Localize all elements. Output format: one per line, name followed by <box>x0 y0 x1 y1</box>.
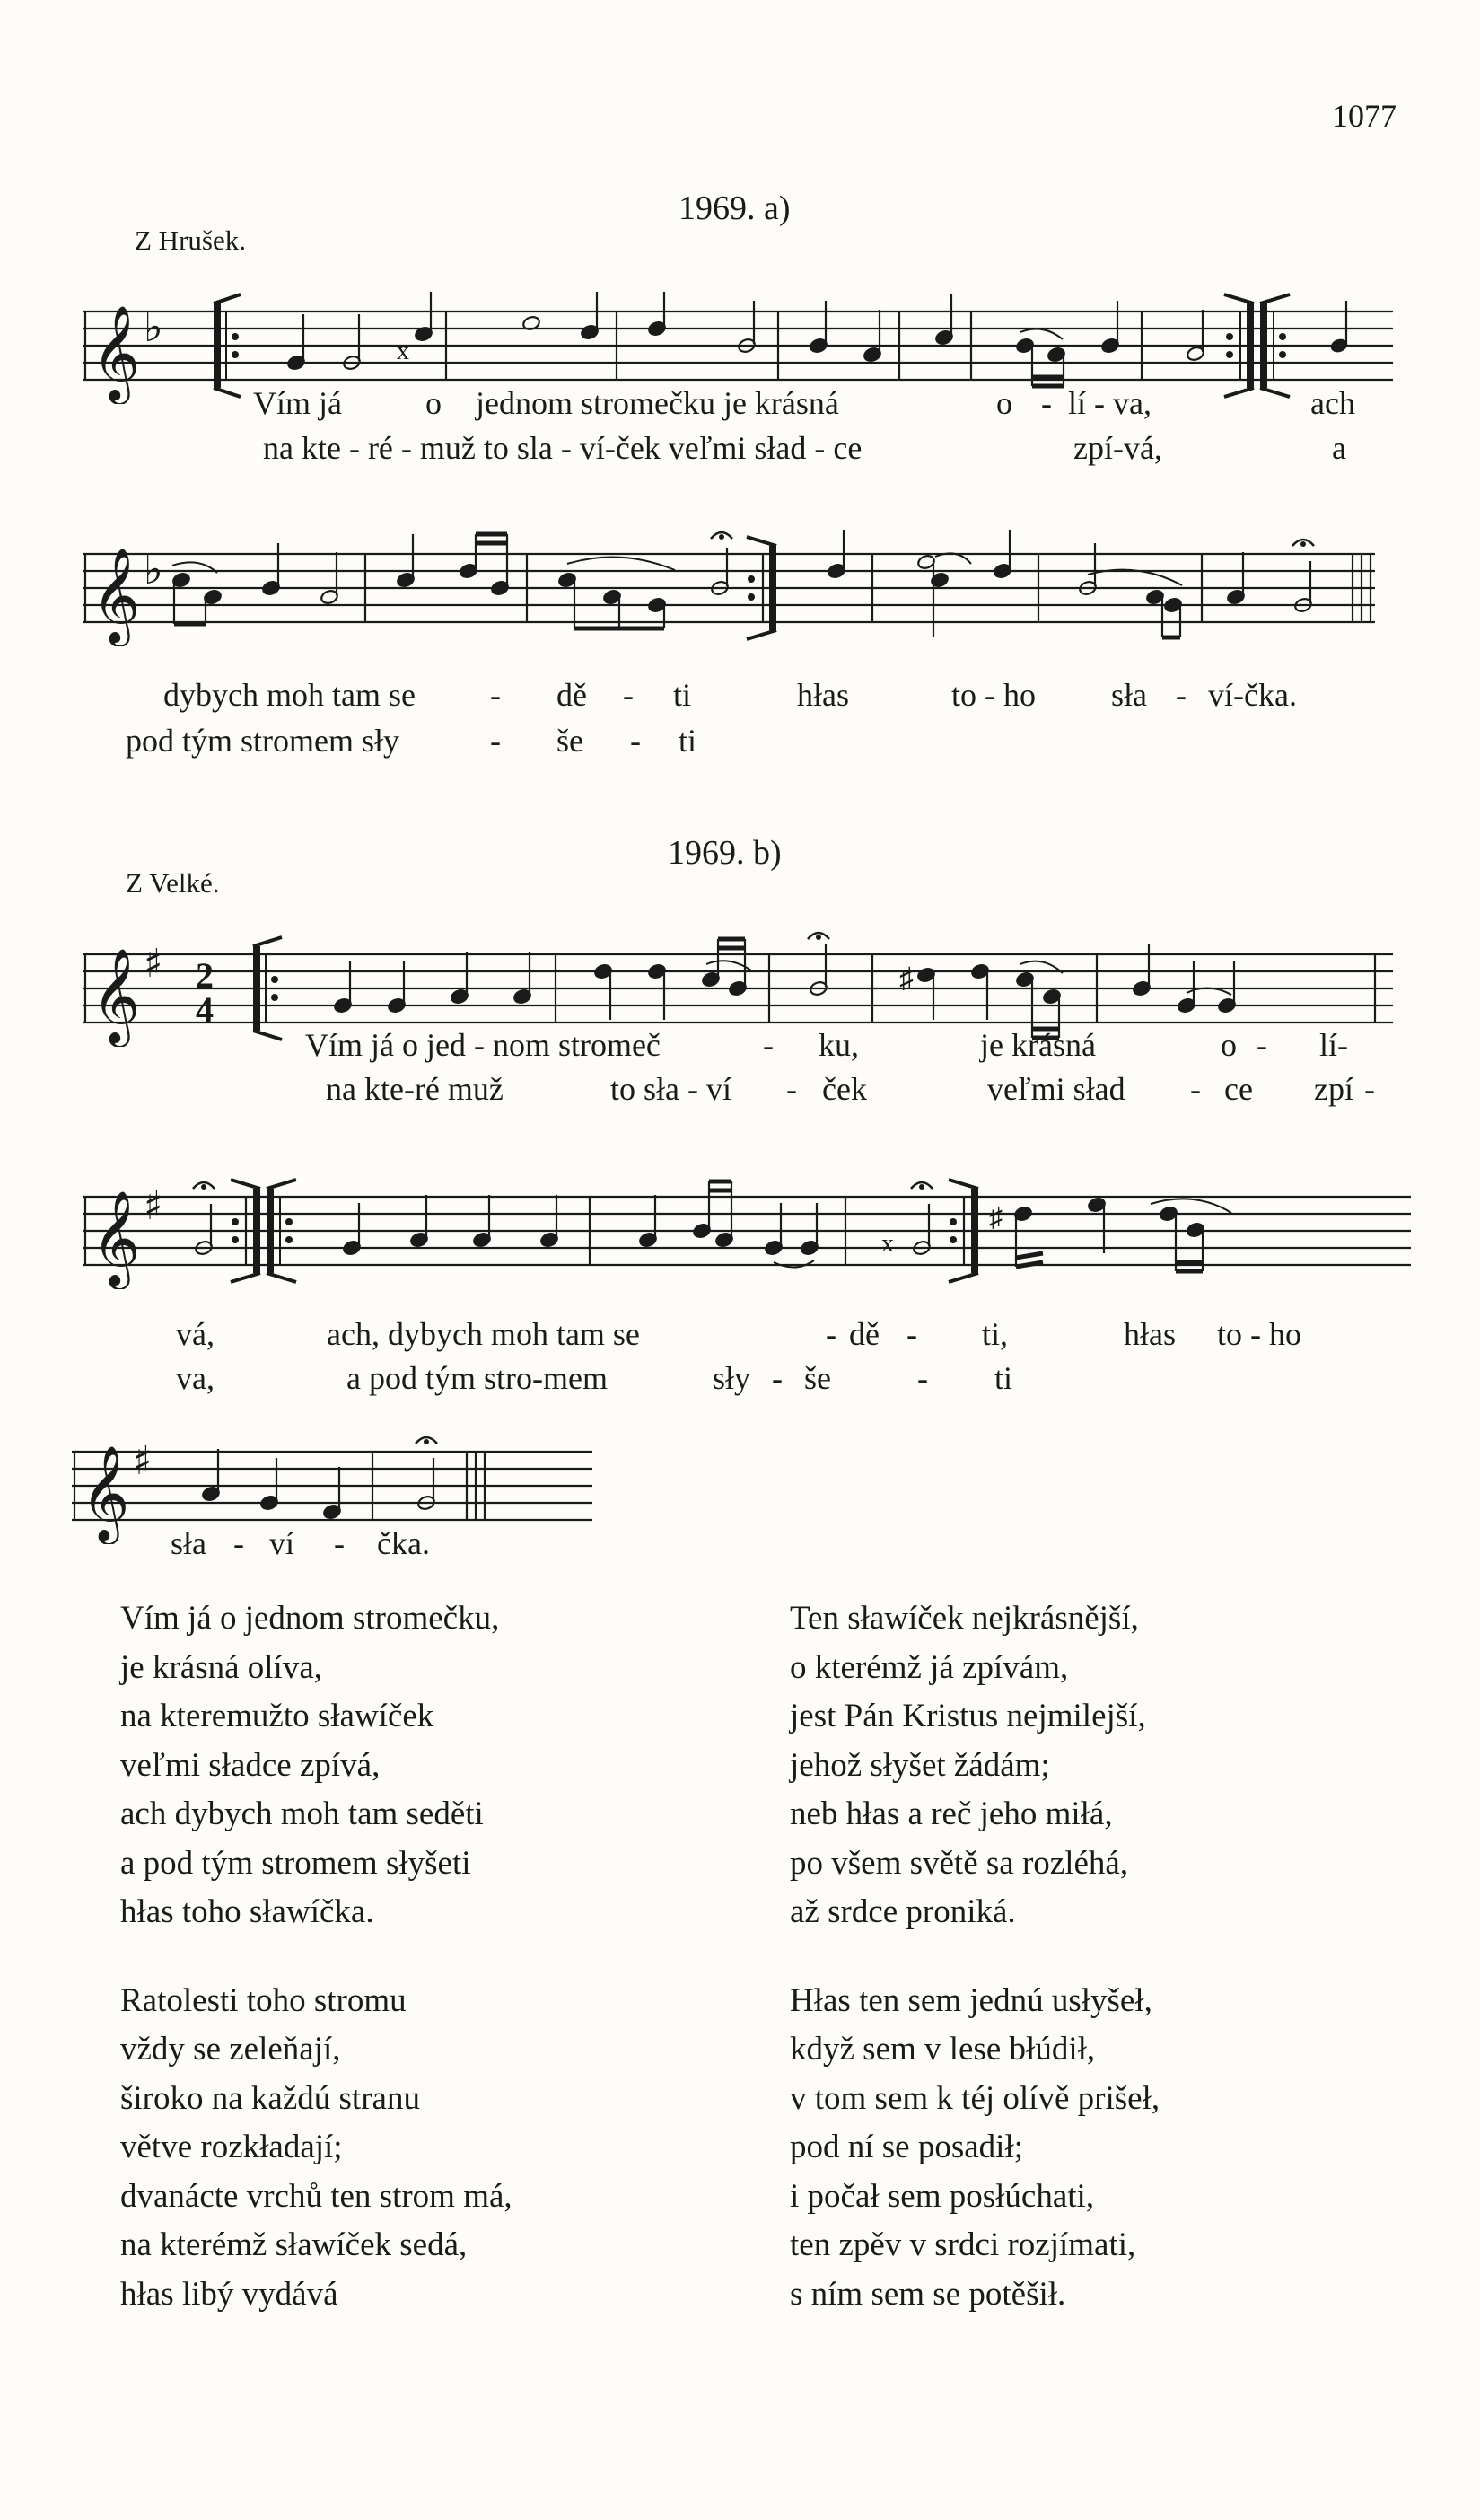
poem-stanza-4 <box>790 1977 1160 2320</box>
lyric-syllable: ti <box>673 677 692 713</box>
lyric-syllable: - <box>1041 385 1052 421</box>
poem-line: jehož słyšet žádám; <box>790 1746 1050 1784</box>
poem-line: ach dybych moh tam seděti <box>120 1796 484 1832</box>
poem-line: Ten sławíček nejkrásnější, <box>790 1600 1139 1637</box>
poem-right-column <box>790 1594 1160 2319</box>
poem-line: Hłas ten sem jednú usłyšeł, <box>790 1981 1152 2019</box>
lyric-syllable: - <box>490 677 501 713</box>
lyric-syllable: čka. <box>377 1525 430 1561</box>
poem-line: s ním sem se potěšił. <box>790 2275 1066 2313</box>
poem-line: Ratolesti toho stromu <box>120 1981 407 2019</box>
poem-line: je krásná olíva, <box>120 1648 322 1686</box>
lyric-syllable: to sła - ví <box>610 1071 731 1107</box>
lyric-syllable: še <box>804 1360 831 1396</box>
lyric-syllable: je krásná <box>980 1027 1096 1063</box>
lyric-syllable: - <box>490 723 501 759</box>
svg-text:𝄞: 𝄞 <box>92 947 141 1043</box>
lyric-syllable: na kte - ré - muž to sla - ví-ček veľmi sład - ce <box>263 430 863 466</box>
poem-stanza-1 <box>120 1594 512 1937</box>
lyric-syllable: sła <box>171 1525 206 1561</box>
poem-line: větve rozkładají; <box>120 2129 343 2165</box>
svg-text:♭: ♭ <box>144 303 163 351</box>
poem-line: vždy se zeleňají, <box>120 2031 341 2068</box>
lyric-syllable: Vím já o jed - nom stromeč <box>305 1027 661 1063</box>
svg-text:𝄞: 𝄞 <box>92 304 141 400</box>
lyric-syllable: ti <box>679 723 697 759</box>
lyric-syllable: sła <box>1111 677 1147 713</box>
svg-text:♯: ♯ <box>133 1438 153 1484</box>
time-signature-top: 2 <box>196 955 214 996</box>
lyric-syllable: ach <box>1310 385 1355 421</box>
poem-line: Vím já o jednom stromečku, <box>120 1600 500 1637</box>
lyric-syllable: ach, dybych moh tam se <box>327 1316 640 1352</box>
poem-line: ten zpěv v srdci rozjímati, <box>790 2226 1136 2263</box>
lyric-syllable: zpí-vá, <box>1073 430 1162 466</box>
svg-text:𝄞: 𝄞 <box>81 1444 130 1541</box>
lyric-syllable: dě <box>849 1316 880 1352</box>
lyric-syllable: jednom stromečku je krásná <box>476 385 839 421</box>
poem-stanza-3 <box>790 1594 1160 1937</box>
svg-text:𝄞: 𝄞 <box>92 547 141 643</box>
lyric-syllable: lí - va, <box>1068 385 1152 421</box>
lyric-syllable: ku, <box>819 1027 859 1063</box>
poem-line: i počał sem posłúchati, <box>790 2177 1095 2215</box>
song-b-staff-1 <box>83 930 1393 1047</box>
poem-left-column <box>120 1594 512 2319</box>
lyric-syllable: - <box>334 1525 345 1561</box>
lyric-syllable: a <box>1332 430 1346 466</box>
song-a-staff-2 <box>83 521 1393 646</box>
lyric-syllable: sły <box>713 1360 751 1396</box>
lyric-syllable: dě <box>556 677 587 713</box>
lyric-syllable: - <box>763 1027 774 1063</box>
svg-text:♯: ♯ <box>144 941 163 987</box>
poem-line: v tom sem k téj olívě prišeł, <box>790 2079 1160 2117</box>
svg-text:♭: ♭ <box>144 545 163 593</box>
lyric-syllable: ví <box>269 1525 295 1561</box>
poem-line: dvanácte vrchů ten strom má, <box>120 2177 512 2215</box>
lyric-syllable: - <box>233 1525 244 1561</box>
lyric-syllable: dybych moh tam se <box>163 677 416 713</box>
svg-text:♯: ♯ <box>899 961 914 994</box>
svg-text:x: x <box>881 1230 894 1258</box>
lyric-syllable: to - ho <box>951 677 1036 713</box>
svg-text:♯: ♯ <box>989 1203 1003 1233</box>
lyric-syllable: veľmi sład <box>987 1071 1125 1107</box>
song-b-origin: Z Velké. <box>126 867 220 899</box>
lyric-syllable: hłas <box>1124 1316 1176 1352</box>
lyric-syllable: - <box>786 1071 797 1107</box>
poem-line: a pod tým stromem słyšeti <box>120 1844 471 1882</box>
page-number: 1077 <box>1332 98 1397 134</box>
song-b-number: 1969. b) <box>668 834 782 872</box>
poem-line: veľmi sładce zpívá, <box>120 1746 381 1784</box>
lyric-syllable: to - ho <box>1217 1316 1301 1352</box>
lyric-syllable: lí- <box>1319 1027 1348 1063</box>
lyric-syllable: - <box>826 1316 836 1352</box>
lyric-syllable: o <box>996 385 1012 421</box>
lyric-syllable: - <box>630 723 641 759</box>
song-a-number: 1969. a) <box>679 189 791 227</box>
poem-line: když sem v lese błúdił, <box>790 2031 1096 2068</box>
svg-text:𝄞: 𝄞 <box>92 1190 141 1286</box>
lyric-syllable: - <box>906 1316 917 1352</box>
lyric-syllable: ti <box>994 1360 1013 1396</box>
lyric-syllable: ti, <box>982 1316 1009 1352</box>
lyric-syllable: - <box>772 1360 783 1396</box>
song-a-origin: Z Hrušek. <box>135 224 246 256</box>
poem-line: jest Pán Kristus nejmilejší, <box>790 1698 1146 1734</box>
lyric-syllable: ček <box>822 1071 867 1107</box>
lyric-syllable: - <box>1190 1071 1201 1107</box>
poem-line: hłas toho sławíčka. <box>120 1893 374 1930</box>
lyric-syllable: vá, <box>176 1316 215 1352</box>
time-signature-bottom: 4 <box>196 989 214 1030</box>
poem-line: hłas libý vydává <box>120 2275 338 2313</box>
lyric-syllable: hłas <box>797 677 849 713</box>
poem-line: pod ní se posadił; <box>790 2129 1024 2165</box>
lyric-syllable: ví-čka. <box>1208 677 1297 713</box>
poem-line: až srdce proniká. <box>790 1893 1016 1930</box>
lyric-syllable: - <box>1364 1071 1375 1107</box>
svg-text:♯: ♯ <box>144 1183 163 1229</box>
lyric-syllable: - <box>1176 677 1187 713</box>
lyric-syllable: a pod tým stro-mem <box>346 1360 608 1396</box>
lyric-syllable: - <box>917 1360 928 1396</box>
poem-line: neb hłas a reč jeho miłá, <box>790 1796 1113 1832</box>
lyric-syllable: o <box>1221 1027 1237 1063</box>
lyric-syllable: Vím já <box>253 385 342 421</box>
lyric-syllable: zpí <box>1314 1071 1353 1107</box>
svg-text:x: x <box>397 338 409 365</box>
lyric-syllable: o <box>425 385 442 421</box>
lyric-syllable: še <box>556 723 583 759</box>
poem-stanza-2 <box>120 1977 512 2320</box>
lyric-syllable: na kte-ré muž <box>326 1071 504 1107</box>
lyric-syllable: pod tým stromem sły <box>126 723 399 759</box>
poem-line: o kterémž já zpívám, <box>790 1648 1069 1686</box>
poem-line: po všem světě sa rozléhá, <box>790 1844 1129 1882</box>
poem-line: na kteremužto sławíček <box>120 1698 434 1734</box>
lyric-syllable: - <box>1257 1027 1267 1063</box>
poem-line: široko na každú stranu <box>120 2079 420 2117</box>
poem-line: na kterémž sławíček sedá, <box>120 2226 468 2263</box>
lyric-syllable: va, <box>176 1360 215 1396</box>
song-b-staff-2 <box>83 1163 1411 1289</box>
lyric-syllable: ce <box>1224 1071 1253 1107</box>
lyric-syllable: - <box>623 677 634 713</box>
